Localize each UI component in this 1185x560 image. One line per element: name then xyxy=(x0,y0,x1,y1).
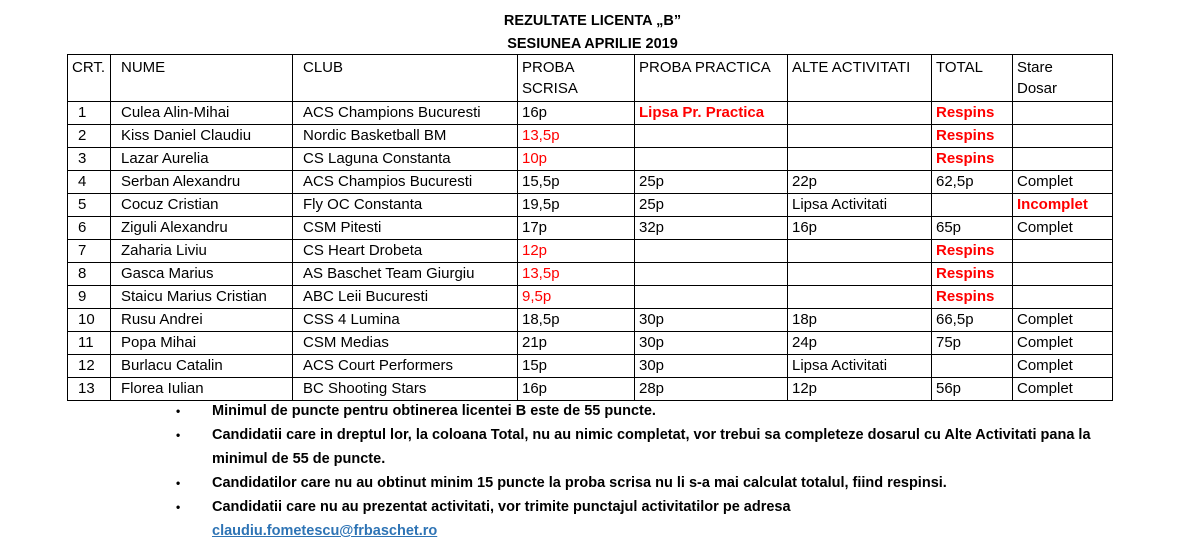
cell-proba-scrisa: 13,5p xyxy=(518,263,635,286)
note-item xyxy=(176,471,1096,495)
cell-nume: Kiss Daniel Claudiu xyxy=(111,125,293,148)
document-subtitle: SESIUNEA APRILIE 2019 xyxy=(507,36,678,52)
cell-stare-dosar: Complet xyxy=(1013,355,1113,378)
cell-proba-practica xyxy=(635,263,788,286)
cell-alte-activitati xyxy=(788,148,932,171)
cell-club: ABC Leii Bucuresti xyxy=(293,286,518,309)
cell-stare-dosar: Complet xyxy=(1013,332,1113,355)
cell-nume: Culea Alin-Mihai xyxy=(111,102,293,125)
cell-proba-practica: 28p xyxy=(635,378,788,401)
results-table xyxy=(67,54,1113,401)
cell-nume: Gasca Marius xyxy=(111,263,293,286)
table-row xyxy=(68,355,1113,378)
table-row xyxy=(68,378,1113,401)
cell-nume: Staicu Marius Cristian xyxy=(111,286,293,309)
cell-stare-dosar xyxy=(1013,148,1113,171)
cell-proba-scrisa: 10p xyxy=(518,148,635,171)
bullet-icon: • xyxy=(176,404,181,418)
cell-total xyxy=(932,355,1013,378)
cell-total: 62,5p xyxy=(932,171,1013,194)
cell-stare-dosar xyxy=(1013,102,1113,125)
cell-club: CSS 4 Lumina xyxy=(293,309,518,332)
cell-alte-activitati xyxy=(788,286,932,309)
cell-nume: Zaharia Liviu xyxy=(111,240,293,263)
header-proba-scrisa-line2: SCRISA xyxy=(522,80,578,97)
cell-crt: 7 xyxy=(68,240,111,263)
cell-proba-scrisa: 9,5p xyxy=(518,286,635,309)
cell-total: Respins xyxy=(932,125,1013,148)
header-proba-practica: PROBA PRACTICA xyxy=(635,55,788,102)
note-text: Candidatii care in dreptul lor, la coloana Total, nu au nimic completat, vor trebui sa completeze dosarul cu Alte Activitati pana la minimul de 55 de puncte. xyxy=(212,427,1091,467)
cell-club: Fly OC Constanta xyxy=(293,194,518,217)
cell-alte-activitati xyxy=(788,125,932,148)
cell-proba-practica: 30p xyxy=(635,355,788,378)
table-row xyxy=(68,148,1113,171)
note-item xyxy=(176,423,1096,471)
cell-crt: 9 xyxy=(68,286,111,309)
cell-nume: Serban Alexandru xyxy=(111,171,293,194)
cell-club: CSM Pitesti xyxy=(293,217,518,240)
cell-proba-practica: Lipsa Pr. Practica xyxy=(635,102,788,125)
note-text: Candidatilor care nu au obtinut minim 15 puncte la proba scrisa nu li s-a mai calculat totalul, fiind respinsi. xyxy=(212,475,947,491)
cell-alte-activitati: Lipsa Activitati xyxy=(788,355,932,378)
cell-alte-activitati: 16p xyxy=(788,217,932,240)
email-link[interactable]: claudiu.fometescu@frbaschet.ro xyxy=(212,523,438,539)
note-text: Minimul de puncte pentru obtinerea licentei B este de 55 puncte. xyxy=(212,403,656,419)
cell-total: 75p xyxy=(932,332,1013,355)
cell-proba-scrisa: 19,5p xyxy=(518,194,635,217)
cell-alte-activitati: 24p xyxy=(788,332,932,355)
cell-nume: Burlacu Catalin xyxy=(111,355,293,378)
cell-nume: Cocuz Cristian xyxy=(111,194,293,217)
cell-total: 66,5p xyxy=(932,309,1013,332)
cell-total: Respins xyxy=(932,286,1013,309)
cell-total: Respins xyxy=(932,102,1013,125)
header-crt: CRT. xyxy=(68,55,111,102)
cell-stare-dosar: Complet xyxy=(1013,378,1113,401)
cell-stare-dosar: Complet xyxy=(1013,309,1113,332)
bullet-icon: • xyxy=(176,500,181,514)
header-proba-scrisa-line1: PROBA xyxy=(522,59,575,76)
cell-nume: Florea Iulian xyxy=(111,378,293,401)
cell-crt: 6 xyxy=(68,217,111,240)
notes-list xyxy=(176,399,1096,543)
table-row xyxy=(68,263,1113,286)
cell-proba-practica: 30p xyxy=(635,332,788,355)
cell-proba-practica: 25p xyxy=(635,171,788,194)
cell-proba-practica: 32p xyxy=(635,217,788,240)
cell-stare-dosar xyxy=(1013,263,1113,286)
cell-total: 56p xyxy=(932,378,1013,401)
cell-crt: 2 xyxy=(68,125,111,148)
table-row xyxy=(68,125,1113,148)
cell-club: BC Shooting Stars xyxy=(293,378,518,401)
cell-club: CS Laguna Constanta xyxy=(293,148,518,171)
cell-club: ACS Court Performers xyxy=(293,355,518,378)
header-proba-scrisa xyxy=(518,55,635,102)
table-body xyxy=(68,102,1113,401)
cell-proba-practica xyxy=(635,148,788,171)
header-nume: NUME xyxy=(111,55,293,102)
cell-total: Respins xyxy=(932,148,1013,171)
cell-nume: Ziguli Alexandru xyxy=(111,217,293,240)
cell-club: AS Baschet Team Giurgiu xyxy=(293,263,518,286)
cell-proba-practica: 30p xyxy=(635,309,788,332)
table-row xyxy=(68,286,1113,309)
table-row xyxy=(68,171,1113,194)
header-alte-activitati: ALTE ACTIVITATI xyxy=(788,55,932,102)
cell-stare-dosar xyxy=(1013,240,1113,263)
table-header-row xyxy=(68,55,1113,102)
bullet-icon: • xyxy=(176,476,181,490)
cell-nume: Popa Mihai xyxy=(111,332,293,355)
cell-stare-dosar xyxy=(1013,286,1113,309)
table-row xyxy=(68,217,1113,240)
cell-total xyxy=(932,194,1013,217)
cell-crt: 13 xyxy=(68,378,111,401)
cell-proba-scrisa: 12p xyxy=(518,240,635,263)
cell-proba-practica: 25p xyxy=(635,194,788,217)
note-text: Candidatii care nu au prezentat activitati, vor trimite punctajul activitatilor pe adresa xyxy=(212,499,791,515)
cell-proba-scrisa: 16p xyxy=(518,378,635,401)
cell-club: ACS Champions Bucuresti xyxy=(293,102,518,125)
cell-club: Nordic Basketball BM xyxy=(293,125,518,148)
cell-alte-activitati xyxy=(788,263,932,286)
table-row xyxy=(68,102,1113,125)
cell-club: CSM Medias xyxy=(293,332,518,355)
header-stare-dosar xyxy=(1013,55,1113,102)
cell-crt: 12 xyxy=(68,355,111,378)
cell-club: ACS Champios Bucuresti xyxy=(293,171,518,194)
cell-proba-practica xyxy=(635,125,788,148)
cell-nume: Rusu Andrei xyxy=(111,309,293,332)
cell-proba-practica xyxy=(635,240,788,263)
cell-proba-scrisa: 16p xyxy=(518,102,635,125)
header-stare-dosar-line1: Stare xyxy=(1017,59,1053,76)
cell-alte-activitati: 12p xyxy=(788,378,932,401)
cell-proba-practica xyxy=(635,286,788,309)
cell-proba-scrisa: 15p xyxy=(518,355,635,378)
cell-stare-dosar: Incomplet xyxy=(1013,194,1113,217)
header-club: CLUB xyxy=(293,55,518,102)
document-title: REZULTATE LICENTA „B” xyxy=(503,13,682,29)
cell-crt: 8 xyxy=(68,263,111,286)
cell-crt: 10 xyxy=(68,309,111,332)
cell-alte-activitati: 18p xyxy=(788,309,932,332)
cell-crt: 1 xyxy=(68,102,111,125)
cell-proba-scrisa: 18,5p xyxy=(518,309,635,332)
cell-total: 65p xyxy=(932,217,1013,240)
cell-nume: Lazar Aurelia xyxy=(111,148,293,171)
cell-proba-scrisa: 17p xyxy=(518,217,635,240)
cell-alte-activitati: Lipsa Activitati xyxy=(788,194,932,217)
bullet-icon: • xyxy=(176,428,181,442)
table-row xyxy=(68,194,1113,217)
header-total: TOTAL xyxy=(932,55,1013,102)
table-row xyxy=(68,332,1113,355)
cell-total: Respins xyxy=(932,240,1013,263)
cell-proba-scrisa: 13,5p xyxy=(518,125,635,148)
header-stare-dosar-line2: Dosar xyxy=(1017,80,1058,97)
cell-crt: 11 xyxy=(68,332,111,355)
note-item xyxy=(176,495,1096,543)
cell-crt: 3 xyxy=(68,148,111,171)
cell-alte-activitati xyxy=(788,102,932,125)
table-row xyxy=(68,309,1113,332)
cell-alte-activitati xyxy=(788,240,932,263)
cell-stare-dosar xyxy=(1013,125,1113,148)
cell-crt: 5 xyxy=(68,194,111,217)
cell-proba-scrisa: 21p xyxy=(518,332,635,355)
table-row xyxy=(68,240,1113,263)
cell-total: Respins xyxy=(932,263,1013,286)
cell-club: CS Heart Drobeta xyxy=(293,240,518,263)
note-item xyxy=(176,399,1096,423)
cell-alte-activitati: 22p xyxy=(788,171,932,194)
cell-crt: 4 xyxy=(68,171,111,194)
cell-stare-dosar: Complet xyxy=(1013,171,1113,194)
cell-proba-scrisa: 15,5p xyxy=(518,171,635,194)
cell-stare-dosar: Complet xyxy=(1013,217,1113,240)
